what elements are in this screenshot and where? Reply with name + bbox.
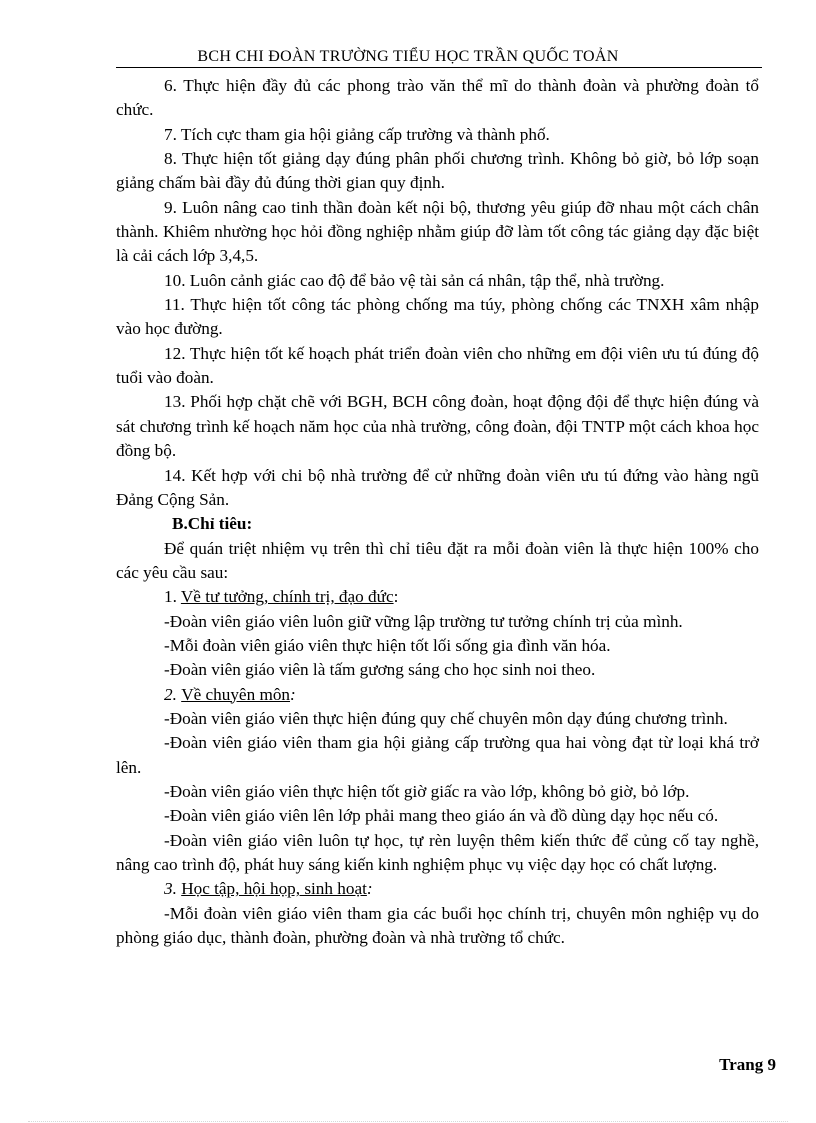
- subsection-2-heading: [116, 683, 759, 707]
- subsection-3-colon: :: [366, 879, 373, 899]
- page-number: Trang 9: [719, 1055, 776, 1074]
- subsection-2-item: -Đoàn viên giáo viên thực hiện đúng quy chế chuyên môn dạy đúng chương trình.: [164, 708, 728, 728]
- header-divider: [116, 67, 762, 68]
- task-item-13: 13. Phối hợp chặt chẽ với BGH, BCH công đoàn, hoạt động đội để thực hiện đúng và sát chương trình kế hoạch năm học của nhà trường, công đoàn, đội TNTP một cách khoa học đồng bộ.: [116, 392, 759, 461]
- subsection-3-heading: [116, 877, 759, 901]
- subsection-2-number: 2.: [164, 684, 182, 704]
- subsection-3-item: -Mỗi đoàn viên giáo viên tham gia các buổi học chính trị, chuyên môn nghiệp vụ do phòng giáo dục, thành đoàn, phường đoàn và nhà trường tổ chức.: [116, 903, 759, 948]
- page-bottom-divider: [28, 1121, 788, 1122]
- page-header: BCH CHI ĐOÀN TRƯỜNG TIỂU HỌC TRẦN QUỐC TOẢN: [197, 48, 619, 65]
- task-item-10: 10. Luôn cảnh giác cao độ để bảo vệ tài sản cá nhân, tập thể, nhà trường.: [164, 270, 665, 290]
- task-item-9: 9. Luôn nâng cao tinh thần đoàn kết nội bộ, thương yêu giúp đỡ nhau một cách chân thành. Khiêm nhường học hỏi đồng nghiệp nhằm giúp đỡ làm tốt công tác giảng dạy đặc biệt là cải cách lớp 3,4,5.: [116, 197, 759, 266]
- subsection-1-item: -Đoàn viên giáo viên là tấm gương sáng cho học sinh noi theo.: [164, 660, 596, 680]
- subsection-1-title: Về tư tưởng, chính trị, đạo đức: [180, 587, 394, 607]
- task-item-12: 12. Thực hiện tốt kế hoạch phát triển đoàn viên cho những em đội viên ưu tú đúng độ tuổi vào đoàn.: [116, 343, 759, 388]
- subsection-3-title: Học tập, hội họp, sinh hoạt: [181, 879, 367, 899]
- subsection-1-colon: :: [393, 587, 399, 607]
- document-body: [116, 74, 759, 950]
- section-b-intro: Để quán triệt nhiệm vụ trên thì chỉ tiêu đặt ra mỗi đoàn viên là thực hiện 100% cho các yêu cầu sau:: [116, 538, 759, 582]
- subsection-2-title: Về chuyên môn: [181, 684, 291, 704]
- subsection-2-colon: :: [290, 684, 296, 704]
- subsection-1-heading: [116, 585, 759, 609]
- subsection-1-item: -Mỗi đoàn viên giáo viên thực hiện tốt lối sống gia đình văn hóa.: [164, 635, 611, 655]
- subsection-3-number: 3.: [164, 879, 182, 899]
- subsection-1-item: -Đoàn viên giáo viên luôn giữ vững lập trường tư tưởng chính trị của mình.: [164, 611, 683, 631]
- task-item-8: 8. Thực hiện tốt giảng dạy đúng phân phối chương trình. Không bỏ giờ, bỏ lớp soạn giảng chấm bài đầy đủ đúng thời gian quy định.: [116, 149, 759, 193]
- section-b-heading: B.Chỉ tiêu:: [172, 514, 253, 534]
- subsection-2-item: -Đoàn viên giáo viên luôn tự học, tự rèn luyện thêm kiến thức để củng cố tay nghề, nâng cao trình độ, phát huy sáng kiến kinh nghiệm phục vụ việc dạy học có chất lượng.: [116, 830, 759, 874]
- subsection-2-item: -Đoàn viên giáo viên thực hiện tốt giờ giấc ra vào lớp, không bỏ giờ, bỏ lớp.: [164, 781, 690, 801]
- subsection-2-item: -Đoàn viên giáo viên lên lớp phải mang theo giáo án và đồ dùng dạy học nếu có.: [164, 806, 719, 826]
- task-item-14: 14. Kết hợp với chi bộ nhà trường để cử những đoàn viên ưu tú đứng vào hàng ngũ Đảng Cộng Sản.: [116, 465, 759, 509]
- task-item-6: 6. Thực hiện đầy đủ các phong trào văn thể mĩ do thành đoàn và phường đoàn tổ chức.: [116, 76, 759, 120]
- task-item-7: 7. Tích cực tham gia hội giảng cấp trường và thành phố.: [164, 124, 550, 144]
- subsection-2-item: -Đoàn viên giáo viên tham gia hội giảng cấp trường qua hai vòng đạt từ loại khá trở lên.: [116, 733, 759, 777]
- task-item-11: 11. Thực hiện tốt công tác phòng chống ma túy, phòng chống các TNXH xâm nhập vào học đường.: [116, 295, 759, 339]
- subsection-1-number: 1.: [164, 587, 181, 607]
